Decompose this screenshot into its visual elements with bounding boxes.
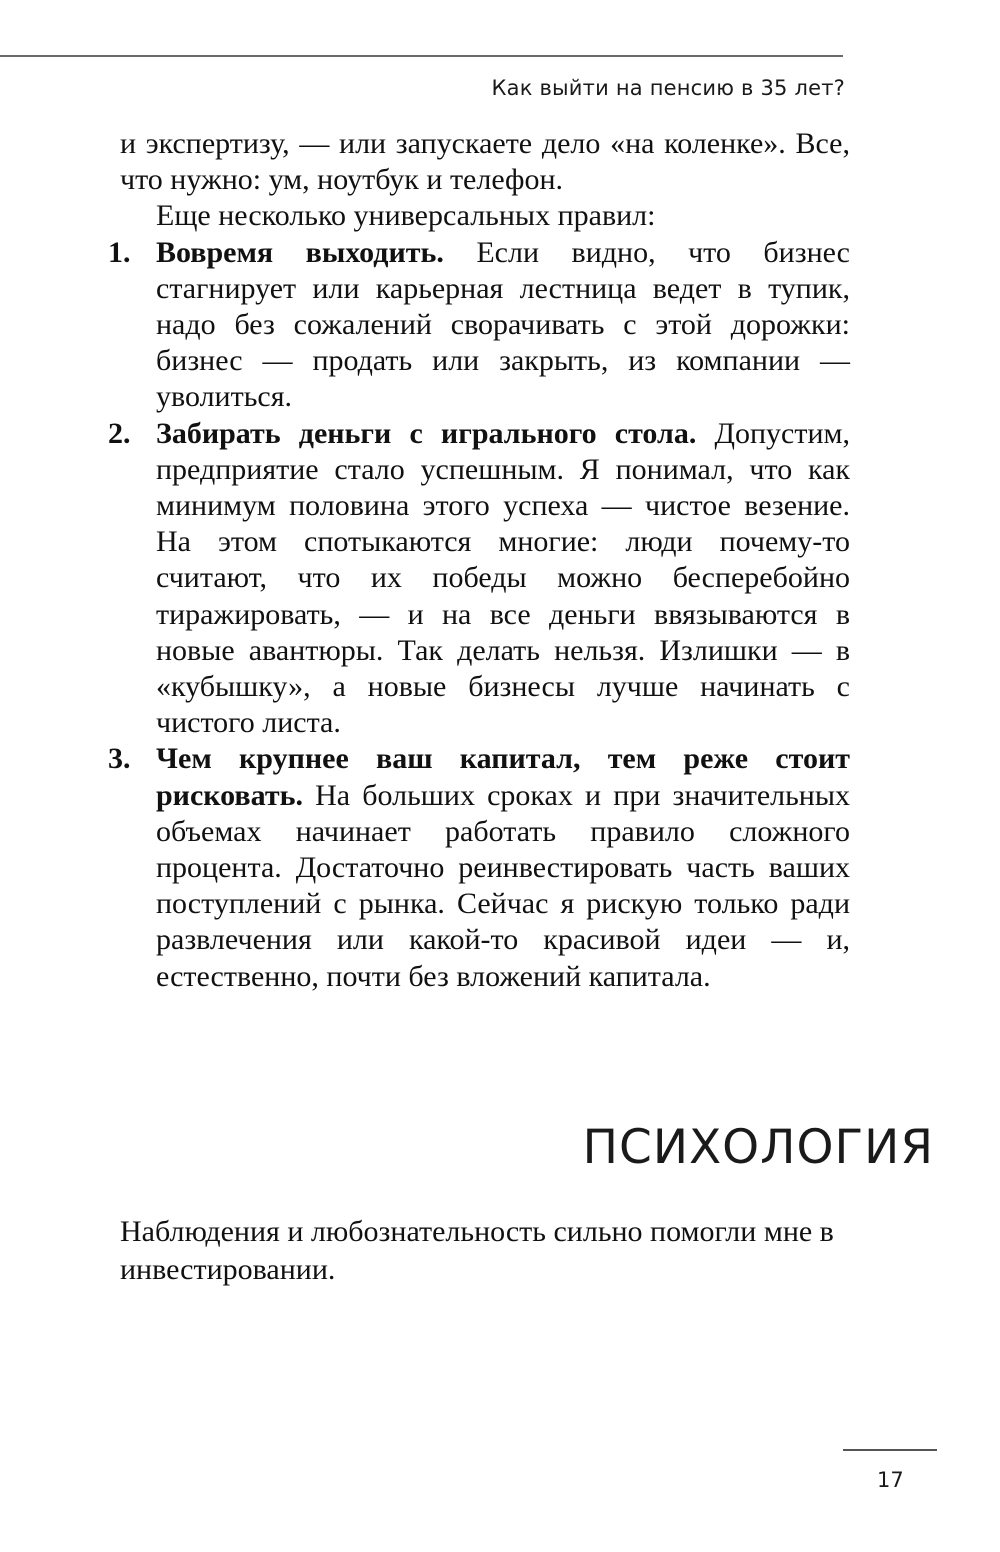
- rule-text: Допустим, предприятие стало успешным. Я понимал, что как минимум половина этого успеха — чистое везение. На этом спотыкаются многие: люди почему-то считают, что их победы можно бесперебойно тиражировать, — и на все деньги ввязываются в новые авантюры. Так делать нельзя. Излишки — в «кубышку», а новые бизнесы лучше начинать с чистого листа.: [156, 416, 850, 740]
- rule-number: 2.: [108, 416, 131, 450]
- rule-item-1: [108, 235, 850, 416]
- body-text: [108, 126, 850, 995]
- rule-title: Чем крупнее ваш капитал, тем реже стоит рисковать.: [156, 742, 850, 812]
- rule-title: Вовремя выходить.: [156, 235, 444, 269]
- page-number: 17: [877, 1468, 904, 1492]
- rule-number: 1.: [108, 235, 131, 269]
- rule-text: На больших сроках и при значительных объемах начинает работать правило сложного процента. Достаточно реинвестировать часть ваших поступлений с рынка. Сейчас я рискую только ради развлечения или какой-то красивой идеи — и, естественно, почти без вложений капитала.: [156, 778, 850, 993]
- rule-number: 3.: [108, 742, 131, 776]
- rules-list: [108, 235, 850, 995]
- rules-lead: Еще несколько универсальных правил:: [156, 199, 656, 233]
- rule-text: Если видно, что бизнес стагнирует или карьерная лестница ведет в тупик, надо без сожалений сворачивать с этой дорожки: бизнес — продать или закрыть, из компании — уволиться.: [156, 235, 850, 414]
- section-heading: ПСИХОЛОГИЯ: [582, 1120, 934, 1175]
- rule-title: Забирать деньги с игрального стола.: [156, 416, 697, 450]
- rule-item-2: [108, 416, 850, 742]
- bottom-rule: [843, 1449, 937, 1451]
- section-paragraph: Наблюдения и любознательность сильно помогли мне в инвестировании.: [120, 1215, 834, 1286]
- rule-item-3: [108, 741, 850, 994]
- intro-paragraph: и экспертизу, — или запускаете дело «на коленке». Все, что нужно: ум, ноутбук и телефон.: [120, 127, 850, 197]
- running-head: Как выйти на пенсию в 35 лет?: [491, 76, 845, 100]
- top-rule: [0, 55, 843, 57]
